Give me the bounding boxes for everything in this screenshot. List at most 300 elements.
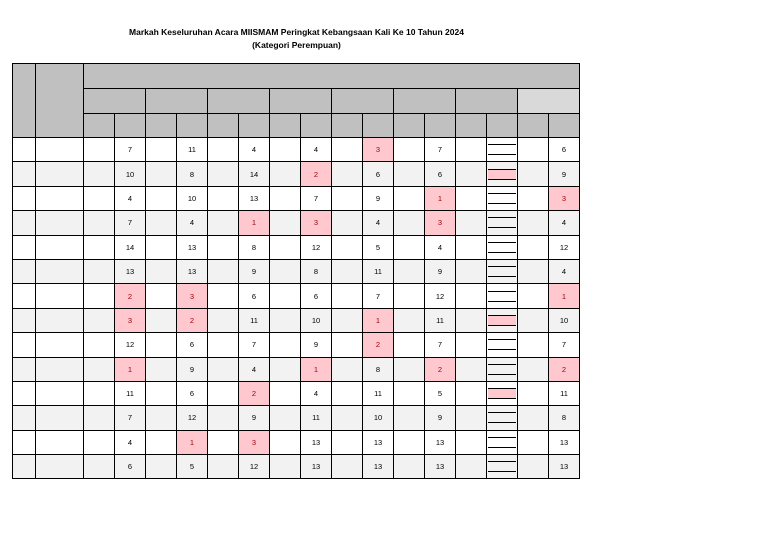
rank-cell [487, 333, 518, 357]
score-cell [84, 211, 115, 235]
score-cell [84, 455, 115, 479]
score-cell [456, 211, 487, 235]
rank-cell: 12 [239, 455, 270, 479]
header-rank-7 [487, 114, 518, 138]
empty-rank-marker [488, 291, 516, 302]
rank-cell: 9 [239, 259, 270, 283]
rank-cell: 3 [425, 211, 456, 235]
score-cell [332, 357, 363, 381]
rank-cell: 9 [301, 333, 332, 357]
table-row [13, 235, 580, 259]
score-cell [518, 455, 549, 479]
score-cell [456, 406, 487, 430]
rank-cell: 4 [301, 381, 332, 405]
score-cell [332, 162, 363, 186]
rank-cell: 7 [425, 138, 456, 162]
rank-cell: 11 [363, 381, 394, 405]
score-cell [146, 235, 177, 259]
rank-cell: 14 [239, 162, 270, 186]
score-cell [146, 406, 177, 430]
score-cell [518, 211, 549, 235]
rank-cell: 13 [549, 430, 580, 454]
rank-cell: 9 [425, 259, 456, 283]
score-cell [332, 186, 363, 210]
score-cell [518, 284, 549, 308]
score-cell [270, 211, 301, 235]
score-cell [270, 406, 301, 430]
rank-cell: 7 [549, 333, 580, 357]
score-cell [332, 211, 363, 235]
score-cell [518, 381, 549, 405]
rank-cell: 2 [363, 333, 394, 357]
rank-cell: 11 [239, 308, 270, 332]
score-cell [518, 430, 549, 454]
score-cell [208, 430, 239, 454]
empty-rank-marker [488, 388, 516, 399]
rank-cell [487, 186, 518, 210]
row-name-cell [36, 430, 84, 454]
rank-cell: 5 [363, 235, 394, 259]
header-event-4 [270, 89, 332, 114]
rank-cell: 2 [239, 381, 270, 405]
table-body [13, 138, 580, 479]
score-cell [270, 162, 301, 186]
rank-cell: 7 [239, 333, 270, 357]
score-cell [84, 259, 115, 283]
rank-cell: 5 [177, 455, 208, 479]
score-cell [518, 357, 549, 381]
score-cell [456, 333, 487, 357]
rank-cell: 1 [363, 308, 394, 332]
rank-cell: 10 [363, 406, 394, 430]
rank-cell: 7 [115, 211, 146, 235]
rank-cell: 9 [239, 406, 270, 430]
header-event-1 [84, 89, 146, 114]
score-cell [518, 235, 549, 259]
score-cell [270, 284, 301, 308]
table-row [13, 211, 580, 235]
rank-cell [487, 308, 518, 332]
rank-cell: 11 [177, 138, 208, 162]
score-cell [208, 308, 239, 332]
row-name-cell [36, 406, 84, 430]
header-rank-5 [363, 114, 394, 138]
score-cell [84, 333, 115, 357]
score-cell [518, 259, 549, 283]
empty-rank-marker [488, 461, 516, 472]
table-row [13, 308, 580, 332]
header-event-5 [332, 89, 394, 114]
rank-cell: 1 [177, 430, 208, 454]
score-cell [394, 308, 425, 332]
rank-cell: 1 [425, 186, 456, 210]
rank-cell [487, 455, 518, 479]
rank-cell: 4 [301, 138, 332, 162]
score-cell [456, 284, 487, 308]
score-cell [270, 333, 301, 357]
rank-cell [487, 138, 518, 162]
empty-rank-marker [488, 437, 516, 448]
score-cell [456, 235, 487, 259]
score-cell [270, 430, 301, 454]
table-row [13, 406, 580, 430]
rank-cell: 7 [115, 138, 146, 162]
score-cell [84, 162, 115, 186]
score-cell [84, 381, 115, 405]
sheet-title: Markah Keseluruhan Acara MIISMAM Peringkat Kebangsaan Kali Ke 10 Tahun 2024 [129, 27, 464, 37]
score-cell [332, 406, 363, 430]
empty-rank-marker [488, 217, 516, 228]
row-number-cell [13, 357, 36, 381]
score-cell [208, 406, 239, 430]
score-cell [332, 284, 363, 308]
rank-cell: 13 [177, 259, 208, 283]
rank-cell: 9 [549, 162, 580, 186]
score-cell [270, 381, 301, 405]
score-cell [394, 430, 425, 454]
score-cell [394, 211, 425, 235]
score-cell [456, 381, 487, 405]
rank-cell: 1 [239, 211, 270, 235]
rank-cell [487, 162, 518, 186]
score-cell [332, 455, 363, 479]
rank-cell: 13 [301, 455, 332, 479]
empty-rank-marker [488, 144, 516, 155]
score-cell [208, 333, 239, 357]
score-cell [84, 284, 115, 308]
rank-cell: 1 [301, 357, 332, 381]
rank-cell: 11 [115, 381, 146, 405]
table-row [13, 186, 580, 210]
rank-cell: 3 [239, 430, 270, 454]
rank-cell [487, 284, 518, 308]
rank-cell: 5 [425, 381, 456, 405]
empty-rank-marker [488, 193, 516, 204]
score-cell [394, 284, 425, 308]
rank-cell: 14 [115, 235, 146, 259]
row-number-cell [13, 259, 36, 283]
rank-cell [487, 357, 518, 381]
score-cell [146, 430, 177, 454]
score-cell [270, 235, 301, 259]
row-number-cell [13, 430, 36, 454]
score-cell [146, 284, 177, 308]
score-cell [270, 308, 301, 332]
rank-cell: 12 [425, 284, 456, 308]
row-name-cell [36, 333, 84, 357]
row-number-cell [13, 406, 36, 430]
rank-cell: 3 [549, 186, 580, 210]
score-cell [146, 259, 177, 283]
header-event-3 [208, 89, 270, 114]
rank-cell: 6 [425, 162, 456, 186]
score-cell [332, 259, 363, 283]
rank-cell: 4 [177, 211, 208, 235]
rank-cell: 8 [301, 259, 332, 283]
score-cell [146, 162, 177, 186]
score-cell [332, 138, 363, 162]
score-cell [456, 138, 487, 162]
rank-cell: 6 [177, 381, 208, 405]
rank-cell: 13 [301, 430, 332, 454]
score-cell [394, 235, 425, 259]
row-name-cell [36, 455, 84, 479]
score-cell [332, 308, 363, 332]
score-cell [208, 455, 239, 479]
score-cell [518, 406, 549, 430]
header-rank-1 [115, 114, 146, 138]
rank-cell: 7 [301, 186, 332, 210]
score-cell [208, 259, 239, 283]
score-cell [146, 186, 177, 210]
header-rank-4 [301, 114, 332, 138]
score-table [12, 63, 580, 479]
rank-cell: 13 [115, 259, 146, 283]
empty-rank-marker [488, 266, 516, 277]
rank-cell: 1 [115, 357, 146, 381]
sheet-subtitle: (Kategori Perempuan) [252, 40, 341, 50]
rank-cell: 4 [549, 259, 580, 283]
header-score-2 [146, 114, 177, 138]
rank-cell: 3 [301, 211, 332, 235]
score-cell [394, 162, 425, 186]
rank-cell: 13 [425, 430, 456, 454]
rank-cell: 7 [425, 333, 456, 357]
rank-cell: 4 [115, 186, 146, 210]
header-score-6 [394, 114, 425, 138]
table-row [13, 284, 580, 308]
rank-cell: 2 [301, 162, 332, 186]
score-cell [394, 455, 425, 479]
score-cell [270, 455, 301, 479]
header-score-3 [208, 114, 239, 138]
empty-rank-marker [488, 169, 516, 180]
score-cell [84, 138, 115, 162]
rank-cell: 4 [239, 138, 270, 162]
score-cell [146, 381, 177, 405]
table-row [13, 430, 580, 454]
rank-cell: 3 [115, 308, 146, 332]
score-cell [208, 357, 239, 381]
row-name-cell [36, 381, 84, 405]
score-cell [394, 186, 425, 210]
row-number-cell [13, 235, 36, 259]
rank-cell: 3 [363, 138, 394, 162]
rank-cell: 11 [363, 259, 394, 283]
rank-cell: 4 [115, 430, 146, 454]
header-rank-2 [177, 114, 208, 138]
score-cell [518, 186, 549, 210]
rank-cell: 2 [425, 357, 456, 381]
score-cell [84, 406, 115, 430]
table-row [13, 138, 580, 162]
header-events-group [84, 64, 580, 89]
row-name-cell [36, 186, 84, 210]
rank-cell: 6 [239, 284, 270, 308]
row-name-cell [36, 259, 84, 283]
row-number-cell [13, 211, 36, 235]
score-cell [394, 357, 425, 381]
score-cell [208, 235, 239, 259]
score-cell [84, 308, 115, 332]
rank-cell [487, 259, 518, 283]
score-cell [394, 406, 425, 430]
table-row [13, 381, 580, 405]
empty-rank-marker [488, 339, 516, 350]
header-row-1 [13, 64, 580, 89]
score-cell [146, 455, 177, 479]
score-cell [332, 430, 363, 454]
rank-cell: 8 [363, 357, 394, 381]
score-cell [394, 138, 425, 162]
rank-cell: 6 [549, 138, 580, 162]
header-row-3 [13, 114, 580, 138]
score-cell [456, 357, 487, 381]
score-cell [456, 308, 487, 332]
row-name-cell [36, 162, 84, 186]
score-cell [394, 381, 425, 405]
table-row [13, 333, 580, 357]
row-number-cell [13, 162, 36, 186]
score-cell [84, 357, 115, 381]
rank-cell [487, 235, 518, 259]
score-cell [208, 186, 239, 210]
rank-cell: 11 [425, 308, 456, 332]
rank-cell: 8 [239, 235, 270, 259]
score-cell [518, 333, 549, 357]
score-cell [84, 186, 115, 210]
row-number-cell [13, 308, 36, 332]
row-name-cell [36, 235, 84, 259]
score-cell [146, 357, 177, 381]
score-cell [84, 430, 115, 454]
score-cell [270, 186, 301, 210]
rank-cell: 13 [177, 235, 208, 259]
score-cell [394, 259, 425, 283]
row-name-cell [36, 284, 84, 308]
row-number-cell [13, 333, 36, 357]
rank-cell: 2 [177, 308, 208, 332]
rank-cell: 1 [549, 284, 580, 308]
row-name-cell [36, 308, 84, 332]
rank-cell [487, 430, 518, 454]
row-number-cell [13, 455, 36, 479]
rank-cell: 12 [115, 333, 146, 357]
row-number-cell [13, 381, 36, 405]
row-name-cell [36, 211, 84, 235]
score-cell [332, 381, 363, 405]
header-score-5 [332, 114, 363, 138]
rank-cell: 8 [549, 406, 580, 430]
header-event-8 [518, 89, 580, 114]
rank-cell: 11 [301, 406, 332, 430]
row-name-cell [36, 357, 84, 381]
rank-cell: 13 [239, 186, 270, 210]
table-row [13, 162, 580, 186]
score-cell [270, 259, 301, 283]
header-event-7 [456, 89, 518, 114]
rank-cell: 4 [549, 211, 580, 235]
score-cell [332, 333, 363, 357]
rank-cell [487, 211, 518, 235]
rank-cell: 10 [549, 308, 580, 332]
header-score-4 [270, 114, 301, 138]
rank-cell: 9 [425, 406, 456, 430]
score-cell [518, 138, 549, 162]
score-cell [146, 308, 177, 332]
empty-rank-marker [488, 364, 516, 375]
score-cell [208, 284, 239, 308]
header-rank-6 [425, 114, 456, 138]
rank-cell: 2 [549, 357, 580, 381]
score-cell [270, 357, 301, 381]
score-cell [456, 455, 487, 479]
rank-cell: 6 [177, 333, 208, 357]
rank-cell: 13 [363, 430, 394, 454]
score-cell [146, 138, 177, 162]
row-number-cell [13, 284, 36, 308]
rank-cell: 6 [115, 455, 146, 479]
score-cell [394, 333, 425, 357]
header-number-cell [13, 64, 36, 138]
rank-cell: 7 [115, 406, 146, 430]
score-cell [146, 333, 177, 357]
header-rank-3 [239, 114, 270, 138]
row-name-cell [36, 138, 84, 162]
rank-cell: 12 [177, 406, 208, 430]
row-number-cell [13, 138, 36, 162]
rank-cell: 13 [549, 455, 580, 479]
rank-cell: 12 [549, 235, 580, 259]
score-cell [456, 186, 487, 210]
rank-cell: 4 [425, 235, 456, 259]
row-number-cell [13, 186, 36, 210]
score-cell [208, 211, 239, 235]
rank-cell: 9 [177, 357, 208, 381]
header-score-1 [84, 114, 115, 138]
rank-cell: 13 [363, 455, 394, 479]
rank-cell: 10 [115, 162, 146, 186]
rank-cell [487, 406, 518, 430]
score-cell [208, 138, 239, 162]
header-name-cell [36, 64, 84, 138]
rank-cell: 3 [177, 284, 208, 308]
table-row [13, 455, 580, 479]
rank-cell: 4 [363, 211, 394, 235]
rank-cell: 10 [301, 308, 332, 332]
header-score-7 [456, 114, 487, 138]
empty-rank-marker [488, 412, 516, 423]
header-row-2 [13, 89, 580, 114]
empty-rank-marker [488, 315, 516, 326]
rank-cell: 6 [363, 162, 394, 186]
score-cell [456, 259, 487, 283]
rank-cell: 2 [115, 284, 146, 308]
table-row [13, 357, 580, 381]
rank-cell: 11 [549, 381, 580, 405]
score-cell [456, 162, 487, 186]
rank-cell: 13 [425, 455, 456, 479]
header-event-2 [146, 89, 208, 114]
table-row [13, 259, 580, 283]
rank-cell: 9 [363, 186, 394, 210]
score-cell [208, 162, 239, 186]
header-score-8 [518, 114, 549, 138]
rank-cell: 10 [177, 186, 208, 210]
empty-rank-marker [488, 242, 516, 253]
score-cell [332, 235, 363, 259]
rank-cell: 4 [239, 357, 270, 381]
